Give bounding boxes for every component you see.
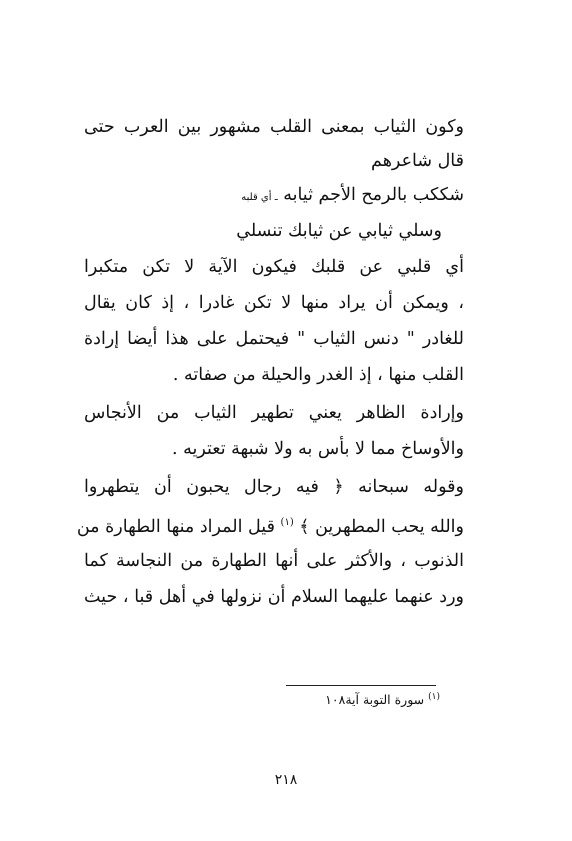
verse-end: والله يحب المطهرين ﴾ bbox=[299, 516, 464, 537]
footnote-number: (١) bbox=[428, 692, 440, 702]
poem-line bbox=[84, 180, 464, 213]
text-line: ، ويمكن أن يراد منها لا تكن غادرا ، إذ كان يقال bbox=[84, 293, 464, 313]
footnote-marker: (١) bbox=[280, 517, 294, 528]
text-line: الذنوب ، والأكثر على أنها الطهارة من النجاسة كما bbox=[84, 551, 464, 571]
text-line: ورد عنهما عليهما السلام أن نزولها في أهل قبا ، حيث bbox=[84, 587, 464, 607]
poem-note: ـ أي قلبه bbox=[241, 192, 278, 203]
text-line: وإرادة الظاهر يعني تطهير الثياب من الأنجاس bbox=[84, 403, 464, 423]
text-fragment: قيل المراد منها الطهارة من bbox=[76, 516, 275, 537]
text-line: للغادر " دنس الثياب " فيحتمل على هذا أيضا إرادة bbox=[84, 329, 464, 349]
text-line: وقوله سبحانه ﴿ فيه رجال يحبون أن يتطهروا bbox=[84, 477, 464, 497]
text-line: القلب منها ، إذ الغدر والحيلة من صفاته . bbox=[172, 365, 464, 385]
text-line: وكون الثياب بمعنى القلب مشهور بين العرب حتى bbox=[84, 117, 464, 137]
poem-line: وسلي ثيابي عن ثيابك تنسلي bbox=[236, 221, 442, 241]
poem-text: شككب بالرمح الأجم ثيابه bbox=[283, 185, 464, 205]
text-line: والأوساخ مما لا بأس به ولا شبهة تعتريه . bbox=[171, 439, 464, 459]
footnote-divider bbox=[286, 685, 436, 686]
footnote bbox=[325, 692, 440, 707]
text-line bbox=[76, 508, 464, 542]
text-line: أي قلبي عن قلبك فيكون الآية لا تكن متكبرا bbox=[84, 257, 464, 277]
text-line: قال شاعرهم bbox=[371, 151, 464, 171]
page-number: ٢١٨ bbox=[274, 772, 298, 788]
footnote-text: سورة التوبة آية١٠٨ bbox=[325, 692, 425, 708]
